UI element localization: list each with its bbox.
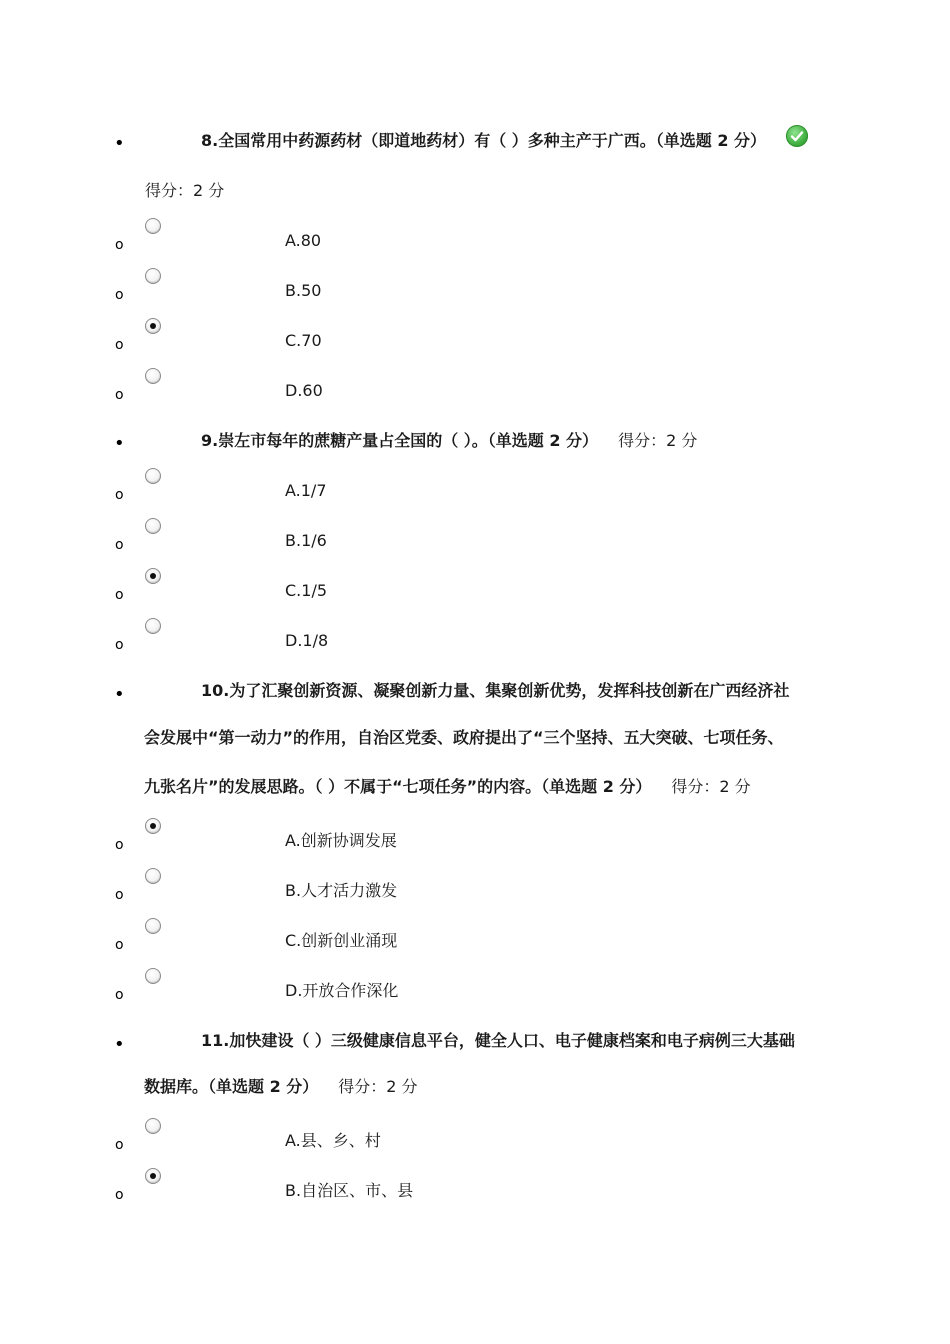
option-bullet: o bbox=[115, 487, 124, 503]
option-bullet: o bbox=[115, 587, 124, 603]
option-bullet: o bbox=[115, 987, 124, 1003]
option-bullet: o bbox=[115, 637, 124, 653]
question-10-line-1: 10.为了汇聚创新资源、凝聚创新力量、集聚创新优势，发挥科技创新在广西经济社 bbox=[201, 681, 790, 700]
option-label: A.县、乡、村 bbox=[285, 1131, 381, 1150]
option-radio[interactable] bbox=[145, 468, 161, 484]
question-bullet: • bbox=[114, 433, 125, 454]
option-bullet: o bbox=[115, 937, 124, 953]
question-10-line-2: 会发展中“第一动力”的作用，自治区党委、政府提出了“三个坚持、五大突破、七项任务、 bbox=[144, 728, 784, 747]
option-bullet: o bbox=[115, 837, 124, 853]
option-bullet: o bbox=[115, 1187, 124, 1203]
option-label: C.70 bbox=[285, 331, 322, 350]
option-label: A.1/7 bbox=[285, 481, 327, 500]
option-label: D.60 bbox=[285, 381, 323, 400]
option-label: A.创新协调发展 bbox=[285, 831, 397, 850]
option-label: D.开放合作深化 bbox=[285, 981, 399, 1000]
option-bullet: o bbox=[115, 1137, 124, 1153]
option-label: B.人才活力激发 bbox=[285, 881, 398, 900]
option-radio-selected[interactable] bbox=[145, 1168, 161, 1184]
option-radio[interactable] bbox=[145, 618, 161, 634]
option-radio[interactable] bbox=[145, 1118, 161, 1134]
option-radio[interactable] bbox=[145, 218, 161, 234]
option-bullet: o bbox=[115, 287, 124, 303]
question-8-score: 得分：2 分 bbox=[145, 181, 225, 200]
option-radio[interactable] bbox=[145, 368, 161, 384]
check-circle-icon bbox=[786, 125, 808, 147]
question-11-score: 得分：2 分 bbox=[338, 1077, 418, 1096]
question-11-line-2: 数据库。（单选题 2 分） 得分：2 分 bbox=[144, 1077, 418, 1096]
option-radio[interactable] bbox=[145, 918, 161, 934]
option-label: B.50 bbox=[285, 281, 322, 300]
question-10-line-3: 九张名片”的发展思路。（ ）不属于“七项任务”的内容。（单选题 2 分） 得分：2 分 bbox=[144, 777, 751, 796]
question-bullet: • bbox=[114, 133, 125, 154]
question-9-score: 得分：2 分 bbox=[618, 431, 698, 450]
option-radio-selected[interactable] bbox=[145, 568, 161, 584]
question-11-line-1: 11.加快建设（ ）三级健康信息平台，健全人口、电子健康档案和电子病例三大基础 bbox=[201, 1031, 795, 1050]
option-label: C.创新创业涌现 bbox=[285, 931, 398, 950]
option-radio[interactable] bbox=[145, 868, 161, 884]
option-label: B.自治区、市、县 bbox=[285, 1181, 414, 1200]
question-bullet: • bbox=[114, 1034, 125, 1055]
option-label: C.1/5 bbox=[285, 581, 328, 600]
option-radio-selected[interactable] bbox=[145, 318, 161, 334]
option-bullet: o bbox=[115, 537, 124, 553]
question-8-text: 8.全国常用中药源药材（即道地药材）有（ ）多种主产于广西。（单选题 2 分） bbox=[201, 131, 767, 150]
option-bullet: o bbox=[115, 237, 124, 253]
option-bullet: o bbox=[115, 387, 124, 403]
question-10-score: 得分：2 分 bbox=[671, 777, 751, 796]
option-radio[interactable] bbox=[145, 268, 161, 284]
option-bullet: o bbox=[115, 887, 124, 903]
option-label: A.80 bbox=[285, 231, 322, 250]
option-bullet: o bbox=[115, 337, 124, 353]
option-radio-selected[interactable] bbox=[145, 818, 161, 834]
option-label: B.1/6 bbox=[285, 531, 327, 550]
option-label: D.1/8 bbox=[285, 631, 329, 650]
question-bullet: • bbox=[114, 684, 125, 705]
option-radio[interactable] bbox=[145, 518, 161, 534]
question-9-text: 9.崇左市每年的蔗糖产量占全国的（ ）。（单选题 2 分） 得分：2 分 bbox=[201, 431, 698, 450]
option-radio[interactable] bbox=[145, 968, 161, 984]
